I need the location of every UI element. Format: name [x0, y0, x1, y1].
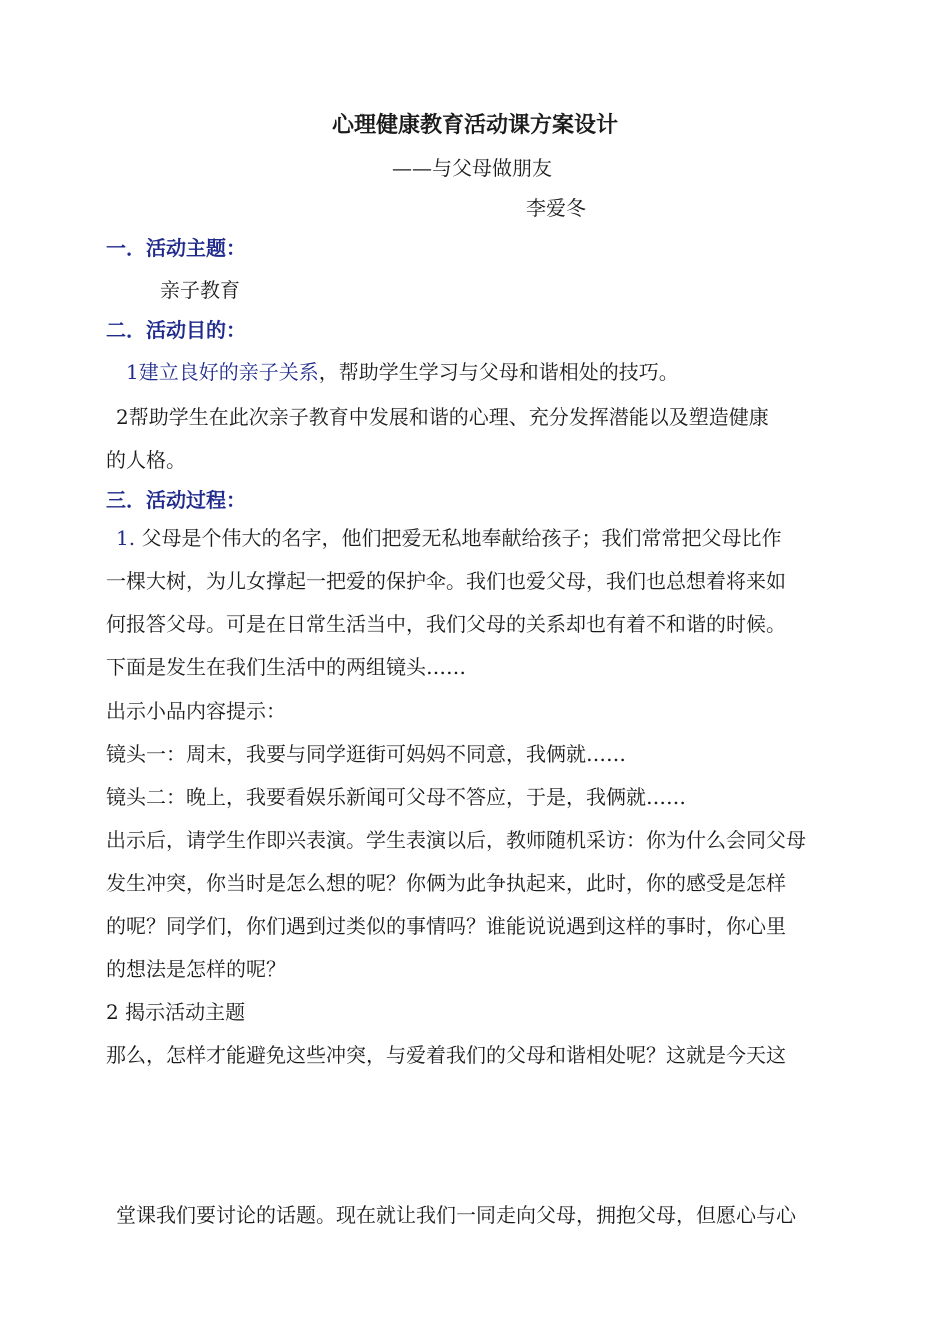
process-number-1: 1. [116, 526, 136, 550]
document-subtitle: ——与父母做朋友 [392, 156, 552, 180]
section-heading-process: 三．活动过程： [106, 488, 246, 512]
goal-item-1 [126, 358, 679, 386]
goal-item-1-link-text: 1建立良好的亲子关系 [126, 360, 319, 384]
process-paragraph-5-line-2: 发生冲突，你当时是怎么想的呢？你俩为此争执起来，此时，你的感受是怎样 [106, 871, 786, 895]
process-paragraph-1-text: 父母是个伟大的名字，他们把爱无私地奉献给孩子；我们常常把父母比作 [141, 526, 782, 550]
process-paragraph-1-line-4: 下面是发生在我们生活中的两组镜头…… [106, 655, 466, 679]
process-paragraph-7-line-2: 堂课我们要讨论的话题。现在就让我们一同走向父母，拥抱父母，但愿心与心 [116, 1203, 796, 1227]
process-paragraph-1-line-3: 何报答父母。可是在日常生活当中，我们父母的关系却也有着不和谐的时候。 [106, 612, 786, 636]
document-author: 李爱冬 [526, 196, 586, 220]
goal-item-2-line-2: 的人格。 [106, 448, 186, 472]
section-heading-goals: 二．活动目的： [106, 318, 246, 342]
goal-item-1-rest: ，帮助学生学习与父母和谐相处的技巧。 [318, 360, 679, 384]
process-paragraph-1-line-2: 一棵大树，为儿女撑起一把爱的保护伞。我们也爱父母，我们也总想着将来如 [106, 569, 786, 593]
process-paragraph-5-line-3: 的呢？同学们，你们遇到过类似的事情吗？谁能说说遇到这样的事时，你心里 [106, 914, 786, 938]
process-paragraph-1-line-1 [116, 524, 781, 552]
process-paragraph-2: 出示小品内容提示： [106, 699, 286, 723]
process-scene-2: 镜头二：晚上，我要看娱乐新闻可父母不答应，于是，我俩就…… [106, 785, 686, 809]
process-paragraph-5-line-4: 的想法是怎样的呢？ [106, 957, 286, 981]
process-paragraph-5-line-1: 出示后，请学生作即兴表演。学生表演以后，教师随机采访：你为什么会同父母 [106, 828, 806, 852]
theme-text: 亲子教育 [160, 278, 240, 302]
goal-item-2-line-1: 2帮助学生在此次亲子教育中发展和谐的心理、充分发挥潜能以及塑造健康 [116, 405, 769, 429]
process-step-2-heading: 2 揭示活动主题 [106, 1000, 246, 1024]
document-title: 心理健康教育活动课方案设计 [331, 113, 618, 138]
process-scene-1: 镜头一：周末，我要与同学逛街可妈妈不同意，我俩就…… [106, 742, 626, 766]
process-paragraph-7-line-1: 那么，怎样才能避免这些冲突，与爱着我们的父母和谐相处呢？这就是今天这 [106, 1043, 786, 1067]
section-heading-theme: 一．活动主题： [106, 236, 246, 260]
